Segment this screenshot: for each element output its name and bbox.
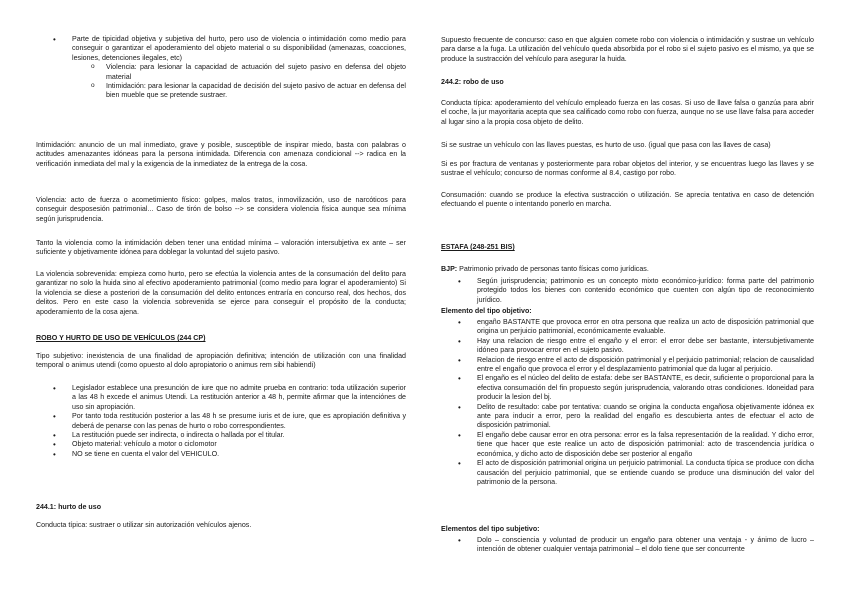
- heading-hurto-uso: 244.1: hurto de uso: [36, 503, 102, 511]
- heading-robo-uso: ROBO Y HURTO DE USO DE VEHÍCULOS (244 CP): [36, 334, 206, 342]
- list-item: [72, 35, 406, 101]
- heading-tipo-subjetivo: Elementos del tipo subjetivo:: [441, 525, 540, 533]
- paragraph-violencia: Violencia: acto de fuerza o acometimiento físico: golpes, malos tratos, inmovilización, uso de narcóticos para conseguir desposesión patrimonial... Caso de tirón de bolso --> se considera violencia física aunque sea mínima según jurisprudencia.: [36, 196, 406, 223]
- list-item: [72, 384, 406, 412]
- list-item-text: El engaño es el núcleo del delito de estafa: debe ser BASTANTE, es decir, suficiente o proporcional para la efectiva consumación del fin propuesto según jurisprudencia, valorando otras condiciones. Idoneidad para producir la lesion del bj.: [477, 374, 814, 402]
- bjp-label: BJP:: [441, 265, 458, 273]
- list-item: [477, 374, 814, 402]
- tipicidad-block: [36, 35, 406, 101]
- paragraph-tipo-subjetivo: Tipo subjetivo: inexistencia de una finalidad de apropiación definitiva; intención de utilización con una finalidad temporal o animus utendi (como opuesto al dolo apropiatorio o animus rem sibi habiendi): [36, 352, 406, 370]
- list-item-text: Violencia: para lesionar la capacidad de actuación del sujeto pasivo en defensa del objeto material: [106, 63, 406, 81]
- list-item: [106, 63, 406, 82]
- list-item: [477, 403, 814, 431]
- paragraph-sobrevenida: La violencia sobrevenida: empieza como hurto, pero se efectúa la violencia antes de la consumación del delito para garantizar no solo la huida sino al efectivo apoderamiento patrimonial (como medio para lograr el apoderamiento) Si la violencia se diese a posteriori de la consumación del delito entonces entraría en concurso real, dos hechos, dos delitos. Pero en este caso la violencia sobrevenida se ejerce para conseguir el propósito de la conducta; apoderamiento de la cosa ajena.: [36, 270, 406, 316]
- robo-bullets: [36, 384, 406, 459]
- heading-estafa: ESTAFA (248-251 BIS): [441, 243, 515, 251]
- list-item: [72, 412, 406, 431]
- list-item-text: Por tanto toda restitución posterior a las 48 h se presume iuris et de iure, que es apropiación definitiva y deberá de penarse con las penas de hurto o robo correspondientes.: [72, 412, 406, 430]
- paragraph-supuesto: Supuesto frecuente de concurso: caso en que alguien comete robo con violencia o intimidación y sustrae un vehículo para darse a la fuga. La utilización del vehículo queda absorbida por el robo si el sujeto pasivo es el mismo, ya que se produce la sustracción del vehículo para asegurar la huida.: [441, 36, 814, 63]
- paragraph-llaves-puestas: Si se sustrae un vehículo con las llaves puestas, es hurto de uso. (igual que pasa con las llaves de casa): [441, 141, 771, 149]
- list-item-text: La restitución puede ser indirecta, o indirecta o hallada por el titular.: [72, 431, 285, 440]
- list-item: [72, 440, 406, 449]
- paragraph-intimidacion: Intimidación: anuncio de un mal inmediato, grave y posible, susceptible de inspirar miedo, basta con palabras o actitudes amenazantes idóneas para la persona intimidada. Diferencia con amenaza condicional --> radica en la verificación inmediata del mal y la exigencia de la inmediatez de la entrega de la cosa.: [36, 141, 406, 168]
- list-item: [477, 431, 814, 459]
- list-item-text: El engaño debe causar error en otra persona: error es la falsa representación de la realidad. Y dicho error, tiene que hacer que este realice un acto de disposición patrimonial: acto de trascendencia jurídica o económica, y dicho acto de disposición debe ser posterior al engaño: [477, 430, 814, 458]
- list-item: [106, 82, 406, 101]
- list-item-text: Hay una relacion de riesgo entre el engaño y el error: el error debe ser bastante, intersubjetivamente idóneo para provocar error en el sujeto pasivo.: [477, 336, 814, 355]
- list-item-text: NO se tiene en cuenta el valor del VEHICULO.: [72, 449, 220, 458]
- objetivo-bullets: [441, 318, 814, 487]
- list-item: [477, 459, 814, 487]
- list-item-text: Legislador establece una presunción de iure que no admite prueba en contrario: toda utilización superior a las 48 h excede el animus Utendi. La restitución anterior a 48 h, permite afirmar que la intenciónes de uso sin apropiación.: [72, 384, 406, 411]
- paragraph-consumacion: Consumación: cuando se produce la efectiva sustracción o utilización. Se aprecia tentativa en caso de detención efectuando el puente o intentando ponerlo en marcha.: [441, 191, 814, 209]
- heading-tipo-objetivo: Elemento del tipo objetivo:: [441, 307, 532, 315]
- list-item-text: Relacion de riesgo entre el acto de disposición patrimonial y el perjuicio patrimonial; relacion de causalidad entre el engaño que provoca el error y el desplazamiento patrimonial que da lugar al perjuicio.: [477, 355, 814, 374]
- list-item-text: Parte de tipicidad objetiva y subjetiva del hurto, pero uso de violencia o intimidación como medio para conseguir o garantizar el apoderamiento del objeto material o su disponibilidad (amenazas, coacciones, lesiones, detenciones ilegales, etc): [72, 35, 406, 62]
- list-item-text: Objeto material: vehículo a motor o ciclomotor: [72, 440, 217, 449]
- list-item-text: engaño BASTANTE que provoca error en otra persona que realiza un acto de disposición patrimonial que origina un perjuicio patrimonial, económicamente evaluable.: [477, 318, 814, 336]
- list-item: [72, 431, 406, 440]
- paragraph-bjp: [441, 265, 814, 274]
- paragraph-fractura: Si es por fractura de ventanas y posteriormente para robar objetos del interior, y se encuentras luego las llaves y se sustrae el vehículo; concurso de normas conforme al 8.4, castigo por robo.: [441, 160, 814, 178]
- list-item: [477, 318, 814, 337]
- list-item-text: Dolo – consciencia y voluntad de producir un engaño para obtener una ventaja - y ánimo de lucro – intención de obtener cualquier ventaja patrimonial – el dolo tiene que ser concurrente: [477, 536, 814, 554]
- bjp-text: Patrimonio privado de personas tanto físicas como jurídicas.: [459, 265, 649, 273]
- list-item: [477, 536, 814, 555]
- jurisprudencia-bullet: [441, 277, 814, 305]
- list-item: [72, 450, 406, 459]
- dolo-bullet: [441, 536, 814, 555]
- paragraph-conducta: Conducta típica: apoderamiento del vehículo empleado fuerza en las cosas. Si uso de llave falsa o ganzúa para abrir el coche, la jur mayoritaria acepta que sea calificado como robo con fuerza, aunque no se use llave falsa para acceder al lugar sino a la propia cosa objeto de delito.: [441, 99, 814, 126]
- list-item: [477, 356, 814, 375]
- list-item-text: El acto de disposición patrimonial origina un perjuicio patrimonial. La conducta típica se produce con dicha causación del perjuicio patrimonial, que se entiende cuando se produce una disminución del valor del patrimonio de la persona.: [477, 459, 814, 486]
- list-item: [477, 277, 814, 305]
- list-item-text: Según jurisprudencia; patrimonio es un concepto mixto económico-jurídico: forma parte del patrimonio protegido todos los bienes con contenido económico que cuenten con algún tipo de reconocimiento jurídico.: [477, 277, 814, 304]
- list-item-text: Intimidación: para lesionar la capacidad de decisión del sujeto pasivo de actuar en defensa del bien mueble que se pretende sustraer.: [106, 82, 406, 100]
- list-item-text: Delito de resultado: cabe por tentativa: cuando se origina la conducta engañosa objetivamente idónea ex ante para inducir a error, pero la realidad del engaño es descubierta antes de efectuar el acto de disposición patrimonial.: [477, 402, 814, 430]
- paragraph-hurto-uso: Conducta típica: sustraer o utilizar sin autorización vehículos ajenos.: [36, 521, 252, 529]
- list-item: [477, 337, 814, 356]
- paragraph-tanto: Tanto la violencia como la intimidación deben tener una entidad mínima – valoración intersubjetiva ex ante – ser suficiente y objetivamente idónea para doblegar la voluntad del sujeto pasivo.: [36, 239, 406, 257]
- heading-robo-uso-2442: 244.2: robo de uso: [441, 78, 504, 86]
